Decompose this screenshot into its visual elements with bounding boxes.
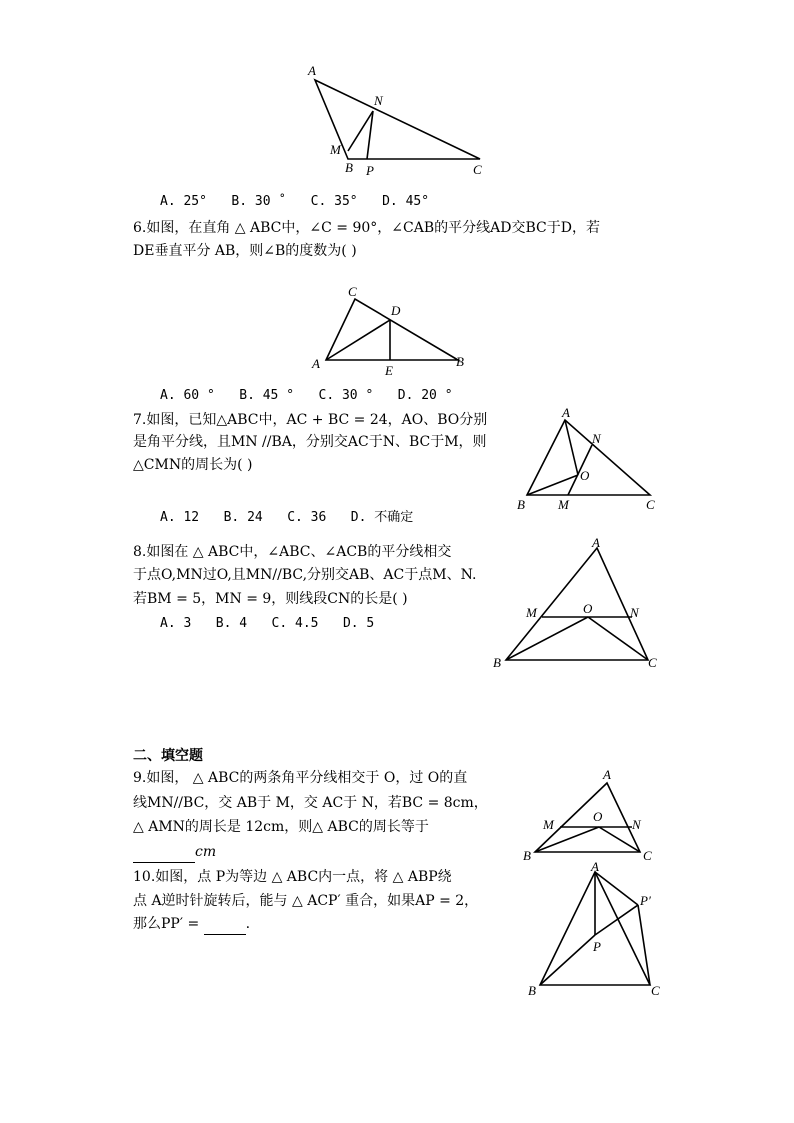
q7-options bbox=[160, 506, 433, 525]
label-d: D bbox=[391, 303, 401, 318]
label-c: C bbox=[651, 983, 660, 998]
segment-bo bbox=[506, 617, 588, 660]
figure-q8 bbox=[490, 535, 670, 675]
label-m: M bbox=[558, 497, 569, 512]
q6-options bbox=[160, 387, 473, 403]
label-b: B bbox=[456, 354, 464, 369]
q5-option-c[interactable]: C. 35° bbox=[310, 194, 358, 209]
q5-options bbox=[160, 193, 449, 209]
q10-answer-blank[interactable] bbox=[204, 914, 246, 935]
q7-option-b[interactable]: B. 24 bbox=[223, 510, 263, 525]
q10-line3-wrap bbox=[133, 914, 250, 935]
figure-q6 bbox=[310, 282, 470, 377]
q5-option-a[interactable]: A. 25° bbox=[160, 194, 207, 209]
segment-bo bbox=[527, 475, 578, 495]
label-m: M bbox=[543, 817, 554, 832]
q9-unit: cm bbox=[195, 844, 217, 860]
label-c: C bbox=[648, 655, 657, 670]
q10-line2: 点 A逆时针旋转后，能与 △ ACP′ 重合，如果AP = 2， bbox=[133, 893, 479, 909]
segment-ao bbox=[565, 420, 578, 475]
label-c: C bbox=[643, 848, 652, 863]
q8-options bbox=[160, 615, 394, 631]
q8-option-a[interactable]: A. 3 bbox=[160, 616, 192, 631]
q5-option-b[interactable]: B. 30 ˚ bbox=[231, 194, 287, 209]
q6-option-c[interactable]: C. 30 ° bbox=[318, 388, 374, 403]
q6-line2: DE垂直平分 AB，则∠B的度数为( ) bbox=[133, 243, 357, 259]
q8-line2: 于点O,MN过O,且MN//BC,分别交AB、AC于点M、N. bbox=[133, 567, 477, 583]
q6-option-d[interactable]: D. 20 ° bbox=[397, 388, 453, 403]
label-n: N bbox=[374, 93, 383, 108]
figure-q5 bbox=[300, 60, 500, 185]
q9-line3: △ AMN的周长是 12cm，则△ ABC的周长等于 bbox=[133, 819, 429, 835]
label-b: B bbox=[517, 497, 525, 512]
figure-q10 bbox=[520, 860, 670, 1000]
label-e: E bbox=[385, 363, 393, 378]
q5-option-d[interactable]: D. 45° bbox=[382, 194, 430, 209]
q9-answer-line bbox=[133, 842, 216, 863]
figure-q9 bbox=[515, 765, 665, 865]
label-m: M bbox=[526, 605, 537, 620]
q7-line2: 是角平分线，且MN //BA，分别交AC于N、BC于M，则 bbox=[133, 434, 487, 450]
q7-line3: △CMN的周长为( ) bbox=[133, 457, 253, 473]
q7-option-a[interactable]: A. 12 bbox=[160, 510, 200, 525]
q8-line1: 8.如图在 △ ABC中，∠ABC、∠ACB的平分线相交 bbox=[133, 544, 452, 560]
label-c: C bbox=[348, 284, 357, 299]
q8-line3: 若BM = 5，MN = 9，则线段CN的长是( ) bbox=[133, 591, 408, 607]
label-o: O bbox=[593, 809, 603, 824]
label-b: B bbox=[523, 848, 531, 863]
q8-option-c[interactable]: C. 4.5 bbox=[271, 616, 319, 631]
label-p-prime: P′ bbox=[640, 893, 651, 908]
label-o: O bbox=[583, 601, 593, 616]
label-n: N bbox=[630, 605, 639, 620]
q10-line3: 那么PP′ = bbox=[133, 916, 204, 932]
q6-option-a[interactable]: A. 60 ° bbox=[160, 388, 215, 403]
q6-option-b[interactable]: B. 45 ° bbox=[239, 388, 295, 403]
q8-option-d[interactable]: D. 5 bbox=[342, 616, 375, 631]
label-p: P bbox=[593, 939, 601, 954]
label-n: N bbox=[592, 431, 601, 446]
label-a: A bbox=[592, 535, 600, 550]
label-b: B bbox=[345, 160, 353, 175]
label-c: C bbox=[646, 497, 655, 512]
q8-option-b[interactable]: B. 4 bbox=[215, 616, 248, 631]
label-c: C bbox=[473, 162, 482, 177]
label-a: A bbox=[562, 405, 570, 420]
q9-line1: 9.如图， △ ABC的两条角平分线相交于 O，过 O的直 bbox=[133, 770, 468, 786]
label-a: A bbox=[603, 767, 611, 782]
label-p: P bbox=[366, 163, 374, 178]
label-a: A bbox=[591, 859, 599, 874]
section-title: 二、填空题 bbox=[133, 748, 203, 764]
q7-line1: 7.如图，已知△ABC中，AC + BC = 24，AO、BO分别 bbox=[133, 412, 488, 428]
q7-option-c[interactable]: C. 36 bbox=[287, 510, 327, 525]
label-a: A bbox=[312, 356, 320, 371]
q10-end: . bbox=[245, 916, 251, 932]
label-m: M bbox=[330, 142, 341, 157]
label-a: A bbox=[308, 63, 316, 78]
triangle-abc bbox=[527, 420, 650, 495]
q9-answer-blank[interactable] bbox=[133, 842, 195, 863]
label-o: O bbox=[580, 468, 590, 483]
segment-bp bbox=[540, 935, 595, 985]
label-b: B bbox=[528, 983, 536, 998]
q10-line1: 10.如图，点 P为等边 △ ABC内一点，将 △ ABP绕 bbox=[133, 869, 452, 885]
q9-line2: 线MN//BC，交 AB于 M，交 AC于 N，若BC = 8cm， bbox=[133, 795, 488, 811]
figure-q7 bbox=[510, 405, 670, 515]
label-b: B bbox=[493, 655, 501, 670]
label-n: N bbox=[632, 817, 641, 832]
q6-line1: 6.如图，在直角 △ ABC中，∠C = 90°，∠CAB的平分线AD交BC于D，若 bbox=[133, 220, 600, 236]
segment-ap-prime bbox=[595, 872, 638, 905]
triangle-abc bbox=[506, 548, 648, 660]
q7-option-d[interactable]: D. 不确定 bbox=[350, 510, 414, 525]
segment-pp-prime bbox=[595, 905, 638, 935]
